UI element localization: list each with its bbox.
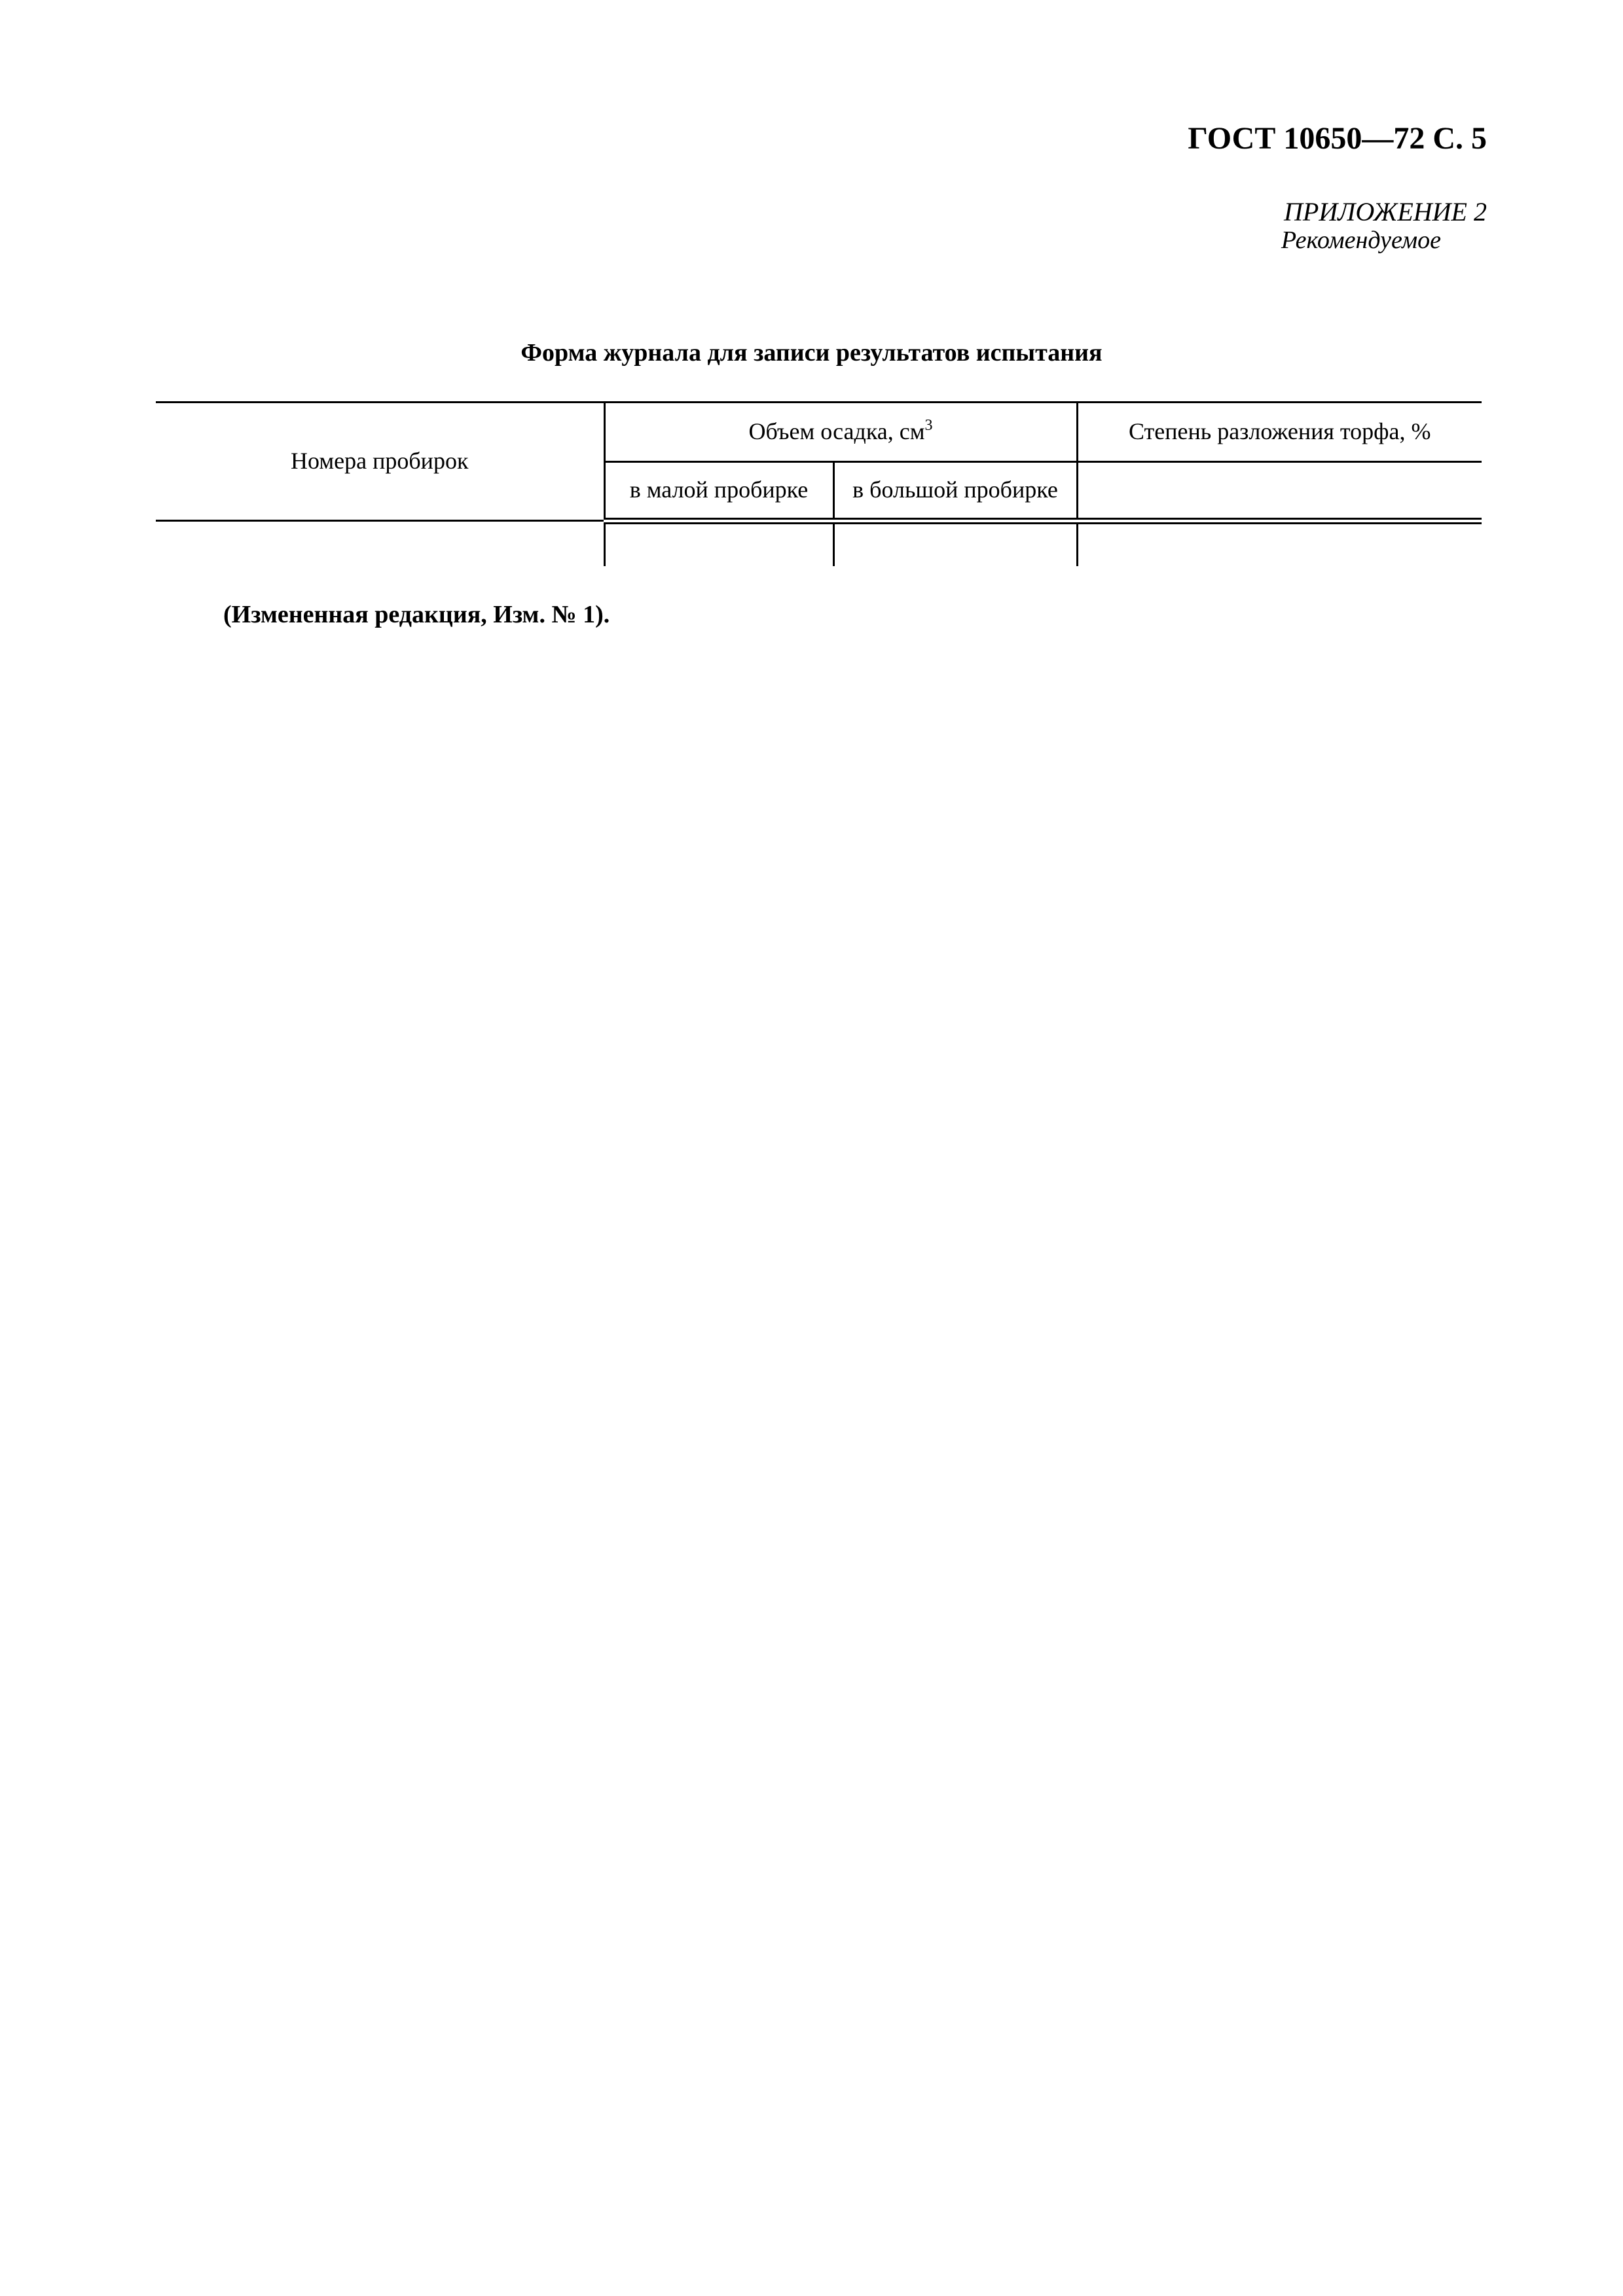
form-title: Форма журнала для записи результатов испытания <box>520 339 1103 367</box>
table-row <box>156 521 1482 566</box>
header-sediment-volume <box>604 403 1077 462</box>
page-reference: ГОСТ 10650—72 С. 5 <box>1188 121 1487 156</box>
appendix-label: ПРИЛОЖЕНИЕ 2 <box>1284 197 1487 226</box>
subheader-small-tube <box>604 462 833 521</box>
subheader-large-tube <box>833 462 1077 521</box>
header-sediment-volume-label: Объем осадка, см <box>748 418 925 445</box>
header-tube-numbers <box>156 403 604 521</box>
cell-small-tube-volume <box>604 521 833 566</box>
page-header <box>1188 123 1487 154</box>
header-decomposition-degree-label: Степень разложения торфа, % <box>1129 418 1431 445</box>
header-tube-numbers-label: Номера пробирок <box>291 448 469 475</box>
cell-decomposition-degree <box>1077 521 1482 566</box>
subheader-small-tube-label: в малой пробирке <box>629 476 809 503</box>
cell-tube-number <box>156 521 604 566</box>
subheader-large-tube-label: в большой пробирке <box>852 476 1058 503</box>
appendix-status: Рекомендуемое <box>1281 226 1441 254</box>
amendment-note: (Измененная редакция, Изм. № 1). <box>223 601 610 628</box>
header-decomposition-degree <box>1077 403 1482 462</box>
journal-table <box>156 401 1482 566</box>
table-header-row <box>156 403 1482 462</box>
subheader-degree-empty <box>1077 462 1482 521</box>
appendix-block <box>1281 199 1487 253</box>
header-sediment-volume-unit-exponent: 3 <box>924 417 933 435</box>
cell-large-tube-volume <box>833 521 1077 566</box>
